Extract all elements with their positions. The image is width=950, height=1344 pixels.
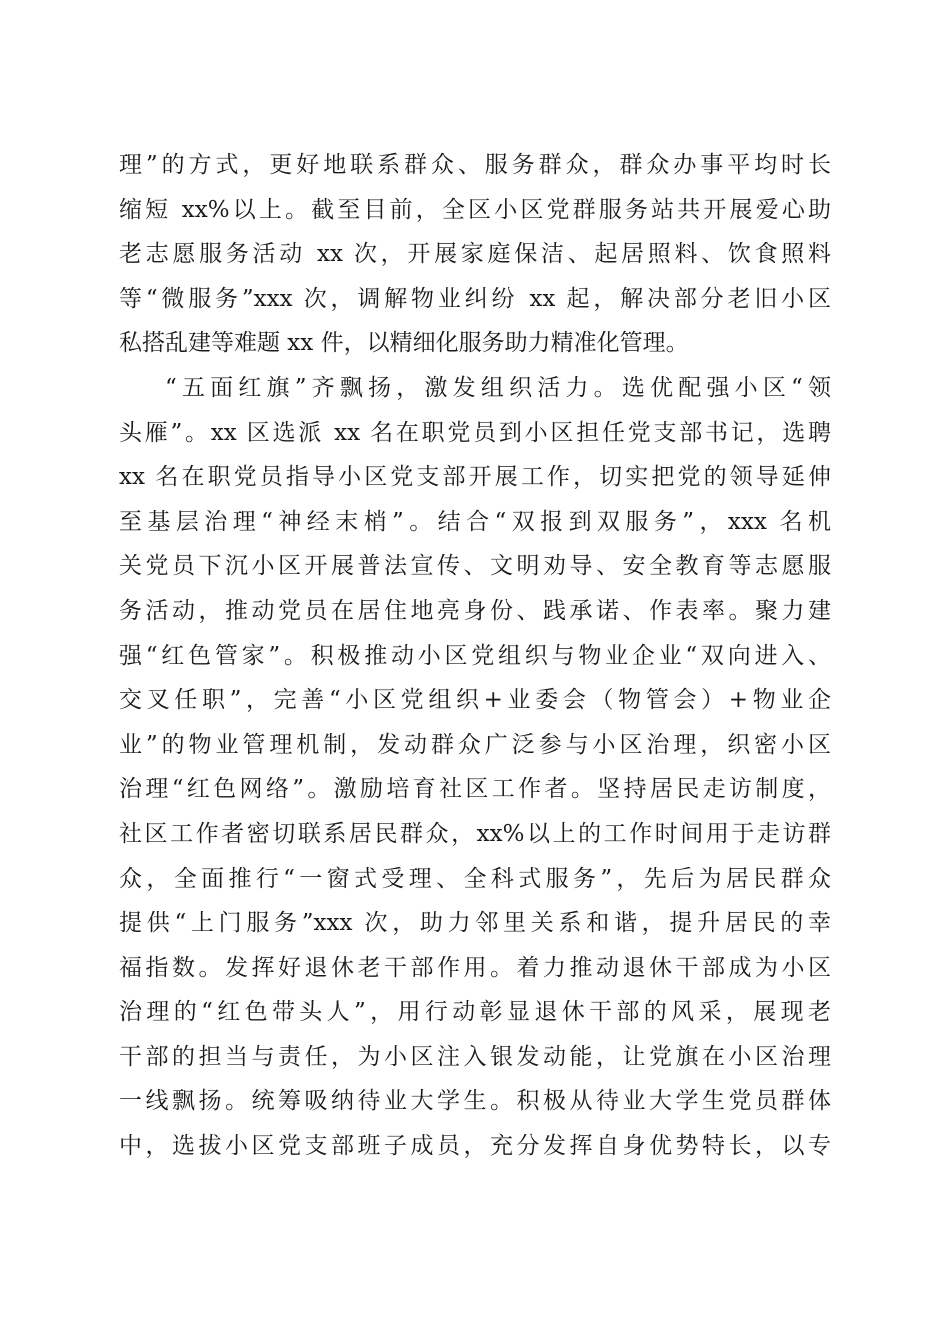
text-line: 强“红色管家”。积极推动小区党组织与物业企业“双向进入、 [119, 642, 831, 669]
text-line: 众，全面推行“一窗式受理、全科式服务”，先后为居民群众 [119, 865, 831, 892]
text-line: 等“微服务”xxx 次，调解物业纠纷 xx 起，解决部分老旧小区 [119, 285, 831, 312]
text-line: 老志愿服务活动 xx 次，开展家庭保洁、起居照料、饮食照料 [119, 241, 831, 268]
text-line: 缩短 xx%以上。截至目前，全区小区党群服务站共开展爱心助 [119, 196, 831, 223]
text-line: 干部的担当与责任，为小区注入银发动能，让党旗在小区治理 [119, 1043, 831, 1070]
text-line: 至基层治理“神经末梢”。结合“双报到双服务”，xxx 名机 [119, 508, 831, 535]
text-line: 社区工作者密切联系居民群众，xx%以上的工作时间用于走访群 [119, 820, 831, 847]
text-line: 关党员下沉小区开展普法宣传、文明劝导、安全教育等志愿服 [119, 553, 831, 580]
text-line: 治理“红色网络”。激励培育社区工作者。坚持居民走访制度， [119, 776, 831, 803]
text-line: 一线飘扬。统筹吸纳待业大学生。积极从待业大学生党员群体 [119, 1088, 831, 1115]
text-line: 头雁”。xx 区选派 xx 名在职党员到小区担任党支部书记，选聘 [119, 419, 831, 446]
text-line: 理”的方式，更好地联系群众、服务群众，群众办事平均时长 [119, 152, 831, 178]
text-line: xx 名在职党员指导小区党支部开展工作，切实把党的领导延伸 [119, 464, 831, 491]
paragraph-first-line: “五面红旗”齐飘扬，激发组织活力。选优配强小区“领 [165, 374, 831, 401]
paragraph-last-line: 私搭乱建等难题 xx 件，以精细化服务助力精准化管理。 [119, 330, 689, 357]
text-line: 中，选拔小区党支部班子成员，充分发挥自身优势特长，以专 [119, 1133, 831, 1160]
text-line: 务活动，推动党员在居住地亮身份、践承诺、作表率。聚力建 [119, 597, 831, 624]
text-line: 提供“上门服务”xxx 次，助力邻里关系和谐，提升居民的幸 [119, 910, 831, 937]
text-line: 业”的物业管理机制，发动群众广泛参与小区治理，织密小区 [119, 731, 831, 758]
text-line: 交叉任职”，完善“小区党组织+业委会（物管会）+物业企 [119, 687, 831, 714]
body-text [119, 143, 831, 1169]
text-line: 治理的“红色带头人”，用行动彰显退休干部的风采，展现老 [119, 999, 831, 1026]
text-line: 福指数。发挥好退休老干部作用。着力推动退休干部成为小区 [119, 954, 831, 981]
